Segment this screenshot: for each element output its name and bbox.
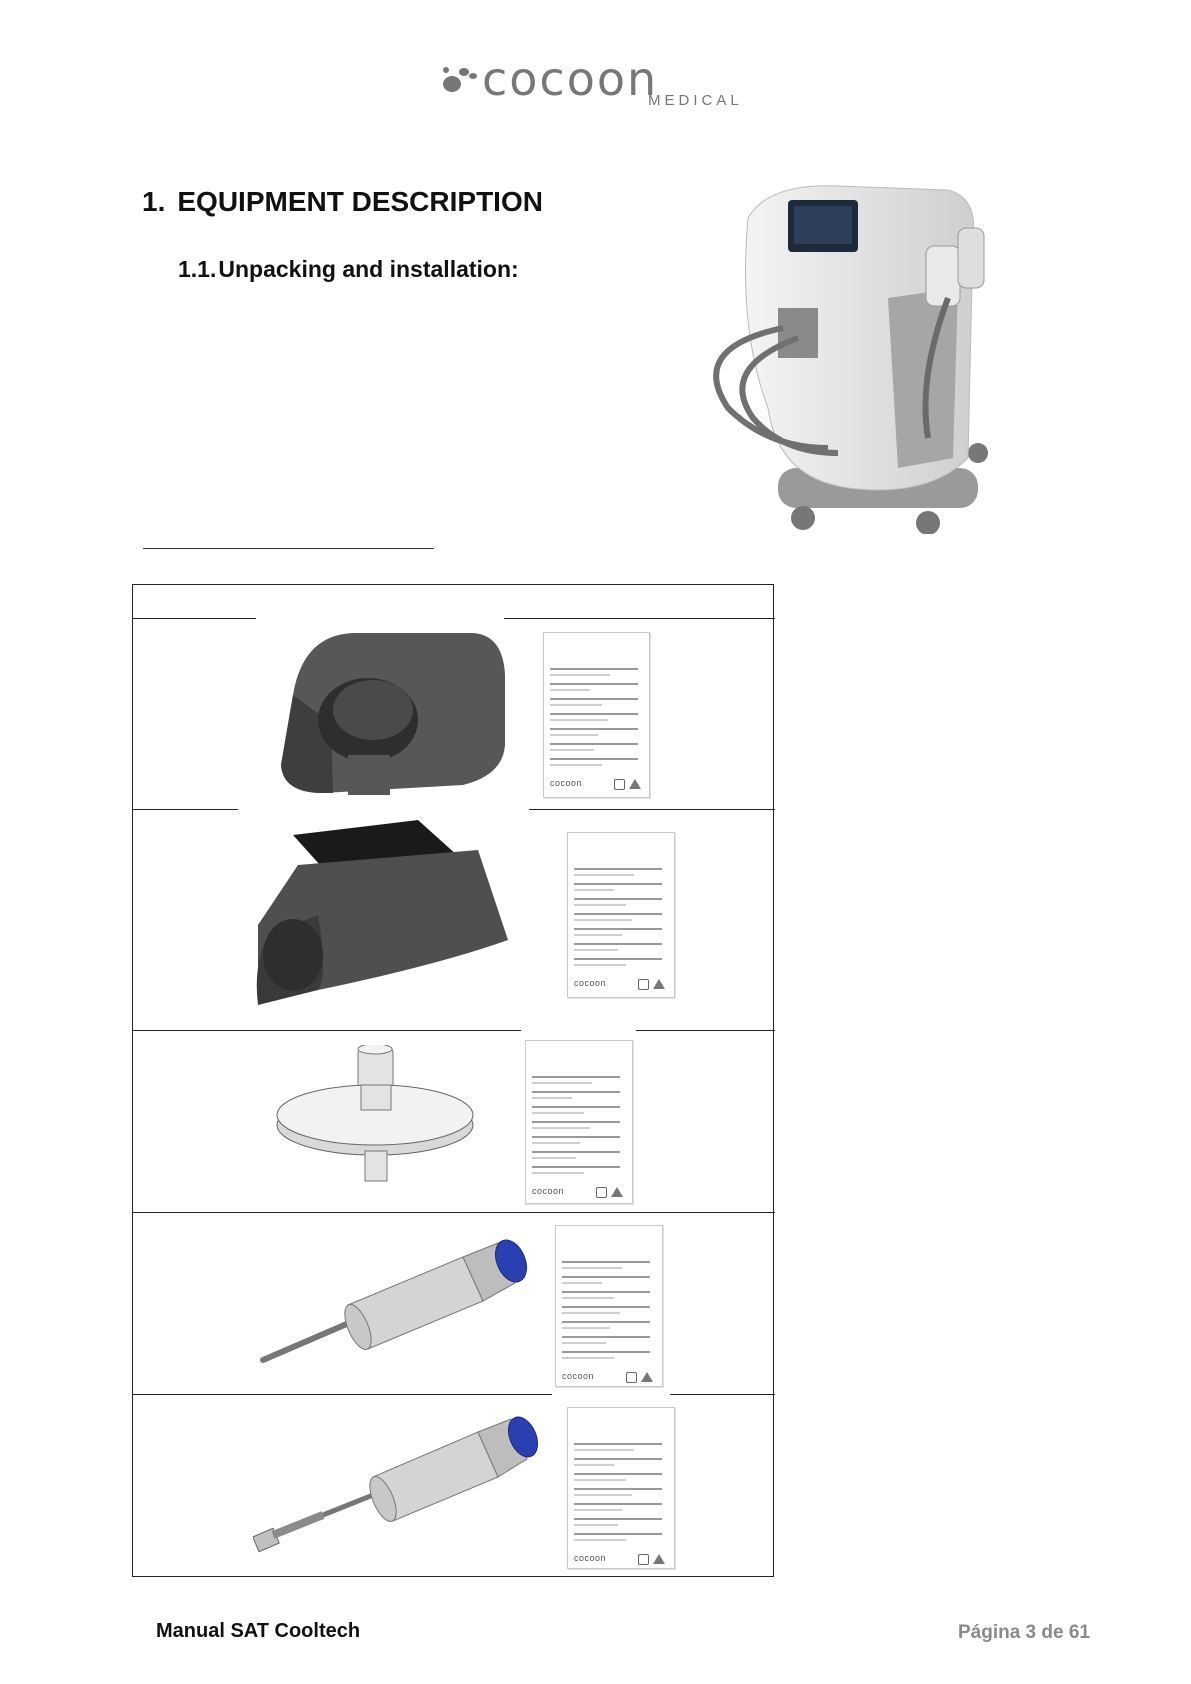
section-number: 1. — [142, 186, 166, 217]
sheet-logo: cocoon — [550, 778, 583, 788]
cooltech-device-image — [628, 178, 1090, 534]
divider-line — [143, 548, 434, 549]
subsection-number: 1.1. — [178, 256, 217, 282]
table-rule — [529, 809, 775, 810]
logo-mark-icon — [440, 64, 480, 96]
recycle-icon — [638, 1554, 649, 1565]
sheet-logo: cocoon — [574, 1553, 607, 1563]
sheet-logo: cocoon — [574, 978, 607, 988]
footer-manual-title: Manual SAT Cooltech — [156, 1620, 361, 1642]
footer-page-number: Página 3 de 61 — [957, 1622, 1090, 1643]
table-rule — [636, 1030, 775, 1031]
instruction-sheet — [525, 1040, 633, 1204]
subsection-title: Unpacking and installation: — [218, 256, 519, 282]
table-rule — [133, 618, 256, 619]
recycle-icon — [626, 1372, 637, 1383]
table-rule — [504, 618, 775, 619]
filter-image — [273, 1045, 483, 1195]
handpiece-holder-image — [263, 625, 513, 805]
syringe-image — [253, 1225, 563, 1375]
logo-wordmark: cocoon — [482, 52, 659, 106]
section-heading — [142, 186, 543, 218]
table-rule — [133, 809, 238, 810]
warning-icon — [629, 779, 641, 789]
warning-icon — [641, 1372, 653, 1382]
section-title: EQUIPMENT DESCRIPTION — [177, 186, 543, 217]
table-rule — [133, 1394, 552, 1395]
logo-subtext: MEDICAL — [648, 92, 743, 109]
table-rule — [670, 1394, 775, 1395]
sheet-logo: cocoon — [532, 1186, 565, 1196]
applicator-stand-image — [238, 815, 528, 1015]
recycle-icon — [596, 1187, 607, 1198]
warning-icon — [653, 1554, 665, 1564]
subsection-heading — [178, 256, 519, 283]
instruction-sheet — [555, 1225, 663, 1387]
recycle-icon — [614, 779, 625, 790]
warning-icon — [653, 979, 665, 989]
recycle-icon — [638, 979, 649, 990]
cocoon-medical-logo — [440, 52, 743, 110]
instruction-sheet — [567, 832, 675, 998]
instruction-sheet — [567, 1407, 675, 1569]
table-rule — [133, 1030, 521, 1031]
warning-icon — [611, 1187, 623, 1197]
sheet-logo: cocoon — [562, 1371, 595, 1381]
table-rule — [133, 1212, 775, 1213]
package-contents-table — [132, 584, 774, 1577]
syringe-with-adapter-image — [253, 1407, 563, 1567]
instruction-sheet — [543, 632, 650, 798]
